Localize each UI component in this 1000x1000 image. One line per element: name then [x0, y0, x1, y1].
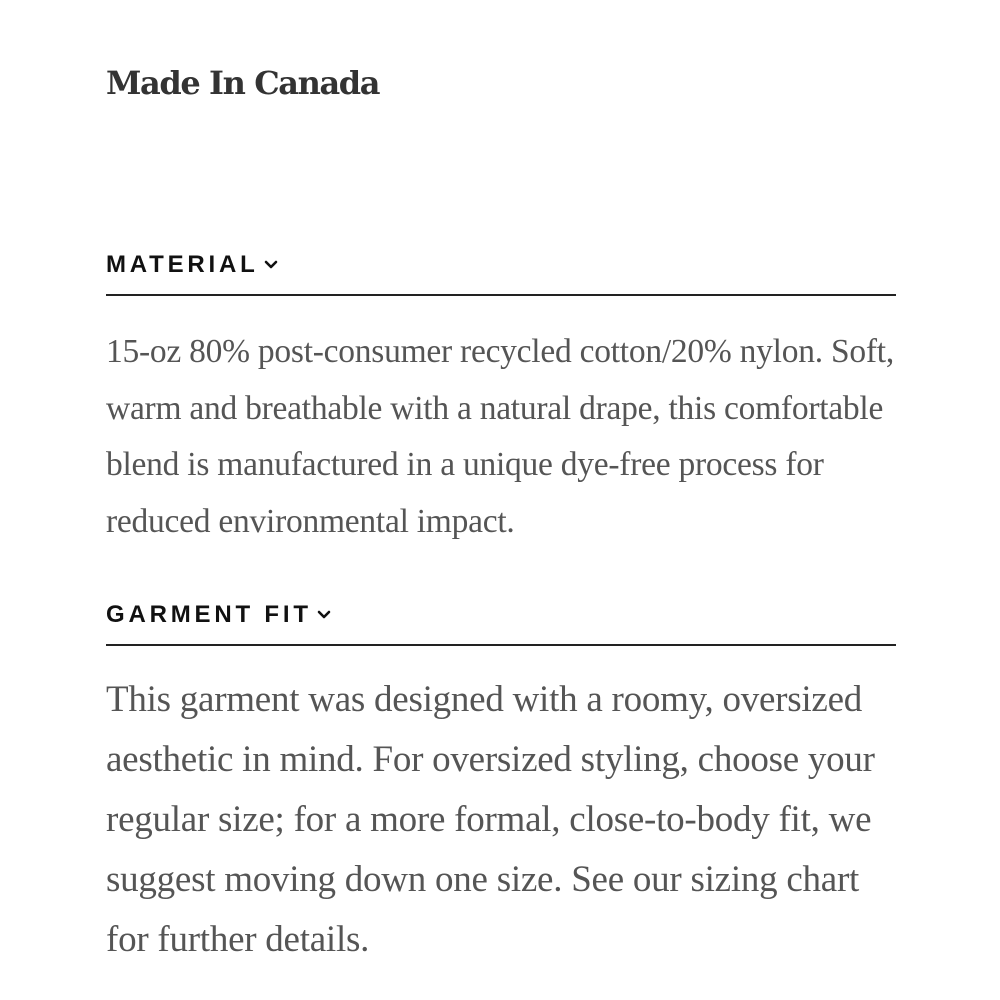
accordion-garment-fit-toggle[interactable]	[106, 586, 896, 646]
accordion-garment-fit-title: GARMENT FIT	[106, 601, 312, 628]
chevron-down-icon	[316, 609, 332, 621]
accordion-garment-fit-body: This garment was designed with a roomy, oversized aesthetic in mind. For oversized styling, choose your regular size; for a more formal, close-to-body fit, we suggest moving down one size. See our sizing chart for further details.	[106, 679, 875, 960]
chevron-down-icon	[263, 259, 279, 271]
made-in-label: Made In Canada	[106, 64, 380, 102]
accordion-material-body: 15-oz 80% post-consumer recycled cotton/20% nylon. Soft, warm and breathable with a natural drape, this comfortable blend is manufactured in a unique dye-free process for reduced environmental impact.	[106, 333, 894, 540]
accordion-material-title: MATERIAL	[106, 251, 259, 278]
accordion-material-toggle[interactable]	[106, 236, 896, 296]
